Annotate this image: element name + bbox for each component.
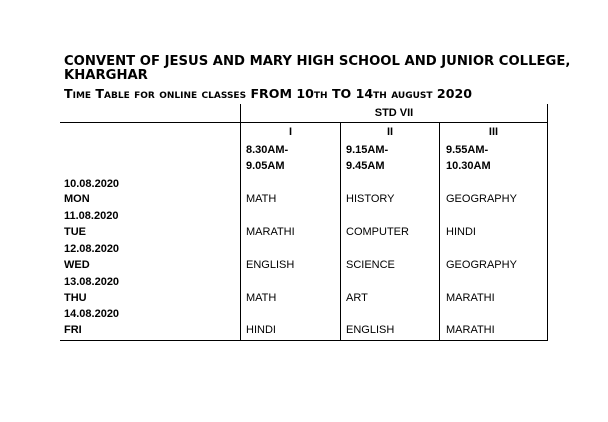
subject-cell: HISTORY	[346, 193, 395, 205]
subject-cell: HINDI	[246, 324, 276, 336]
table-border	[60, 122, 548, 123]
period-time-end: 9.05AM	[246, 160, 285, 172]
school-name: CONVENT OF JESUS AND MARY HIGH SCHOOL AND JUNIOR COLLEGE, KHARGHAR	[64, 54, 571, 83]
period-time-start: 9.15AM-	[346, 144, 389, 156]
subject-cell: MARATHI	[446, 324, 495, 336]
subject-cell: MARATHI	[246, 226, 295, 238]
title-sup2: th	[373, 86, 387, 101]
row-day: MON	[64, 193, 90, 205]
row-date: 10.08.2020	[64, 178, 120, 190]
row-date: 11.08.2020	[64, 210, 119, 222]
table-border	[439, 122, 440, 340]
subject-cell: COMPUTER	[346, 226, 409, 238]
subject-cell: ENGLISH	[246, 259, 295, 271]
row-date: 13.08.2020	[64, 276, 120, 288]
title-sup1: th	[313, 86, 328, 101]
period-time-end: 9.45AM	[346, 160, 385, 172]
row-day: FRI	[64, 324, 82, 336]
period-number: III	[488, 126, 499, 138]
period-time-start: 8.30AM-	[246, 144, 289, 156]
period-time-start: 9.55AM-	[446, 144, 489, 156]
subject-cell: MATH	[246, 292, 277, 304]
period-number: I	[288, 126, 293, 138]
timetable-table	[60, 104, 548, 340]
subject-cell: ENGLISH	[346, 324, 395, 336]
row-day: WED	[64, 259, 90, 271]
title-part5: 2020	[432, 86, 472, 101]
table-border	[340, 122, 341, 340]
subject-cell: GEOGRAPHY	[446, 259, 517, 271]
timetable-title	[64, 87, 564, 101]
title-part1: Time Table for online classes	[64, 86, 247, 101]
title-part4: august	[386, 86, 433, 101]
table-border	[60, 340, 548, 341]
period-time-end: 10.30AM	[446, 160, 491, 172]
subject-cell: SCIENCE	[346, 259, 395, 271]
subject-cell: MATH	[246, 193, 277, 205]
row-day: TUE	[64, 226, 86, 238]
period-number: II	[386, 126, 394, 138]
row-day: THU	[64, 292, 87, 304]
subject-cell: MARATHI	[446, 292, 495, 304]
title-part2: FROM 10	[246, 86, 314, 101]
title-part3: TO 14	[327, 86, 374, 101]
subject-cell: ART	[346, 292, 368, 304]
standard-label: STD VII	[374, 107, 414, 119]
table-border	[547, 104, 548, 340]
row-date: 12.08.2020	[64, 243, 120, 255]
row-date: 14.08.2020	[64, 308, 120, 320]
subject-cell: GEOGRAPHY	[446, 193, 517, 205]
subject-cell: HINDI	[446, 226, 476, 238]
